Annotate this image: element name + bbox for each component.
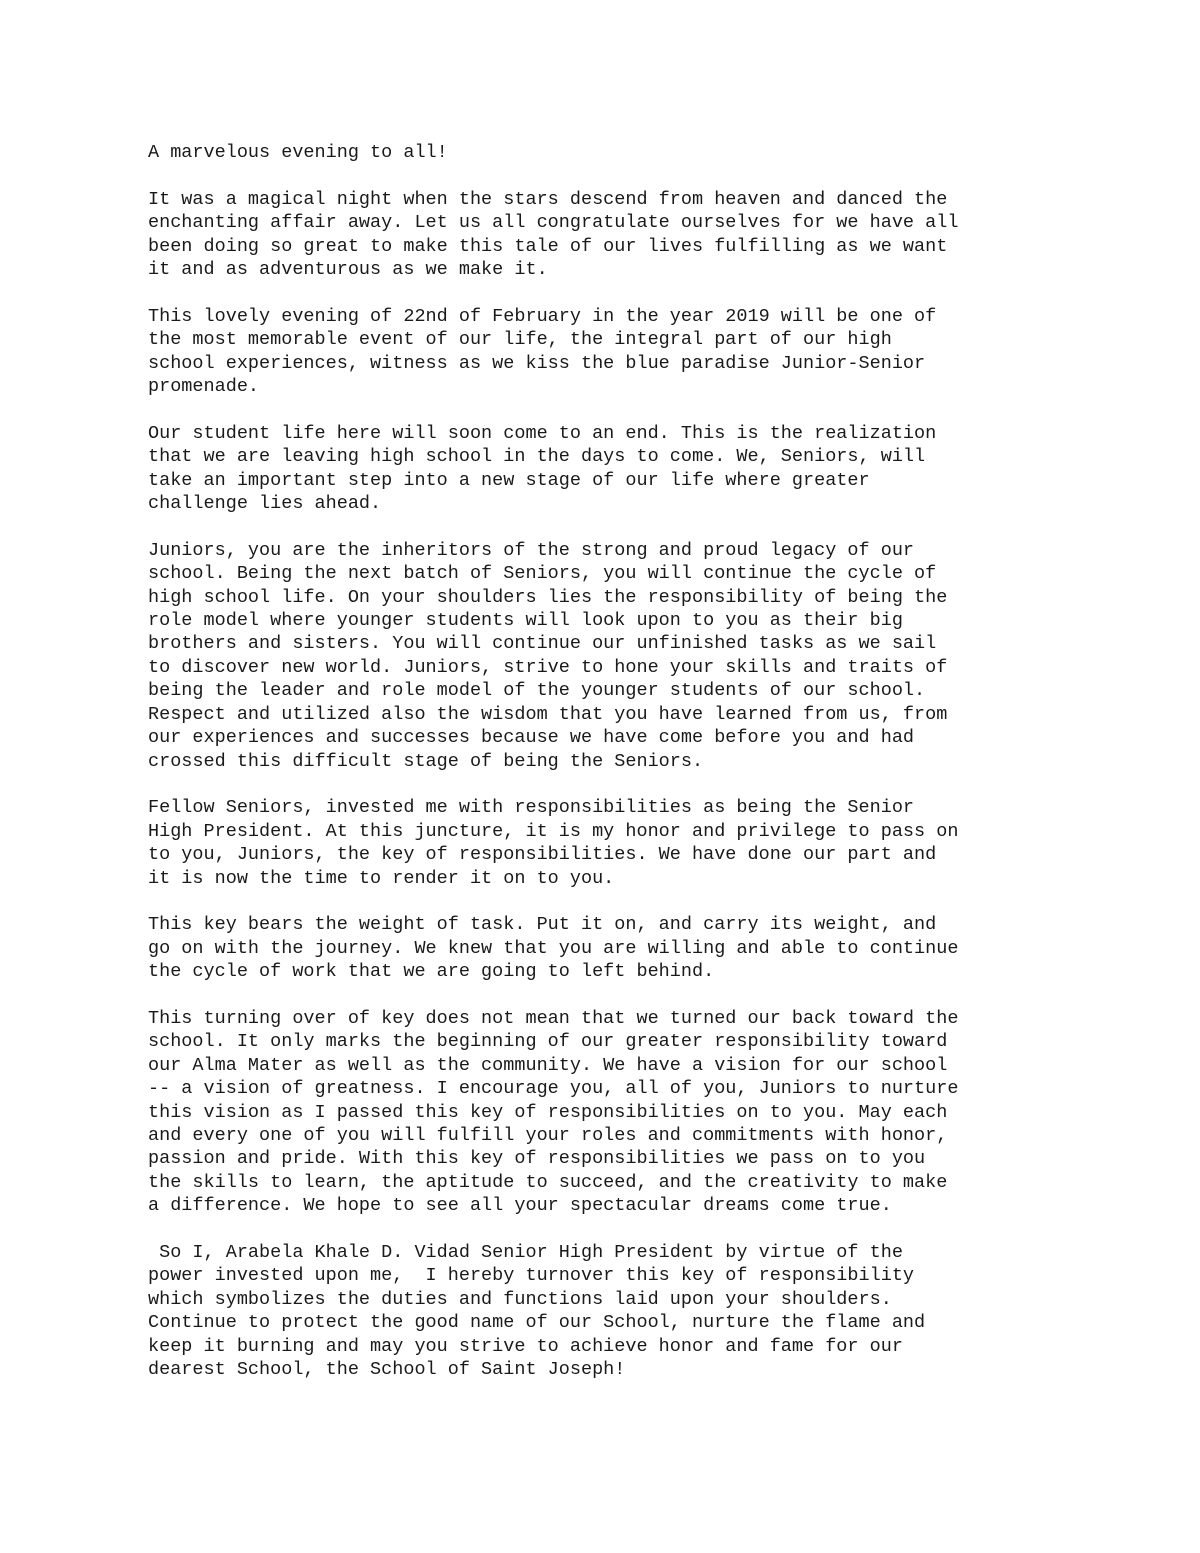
- paragraph-magical-night: It was a magical night when the stars descend from heaven and danced the enchanting affair away. Let us all congratulate ourselves for we have all been doing so great to make this tale of our lives fulfilling as we want it and as adventurous as we make it.: [148, 188, 959, 281]
- paragraph-lovely-evening: This lovely evening of 22nd of February in the year 2019 will be one of the most memorable event of our life, the integral part of our high school experiences, witness as we kiss the blue paradise Junior-Senior promenade.: [148, 305, 937, 398]
- paragraph-key-weight: This key bears the weight of task. Put it on, and carry its weight, and go on with the journey. We knew that you are willing and able to continue the cycle of work that we are going to left behind.: [148, 914, 959, 983]
- paragraph-closing: So I, Arabela Khale D. Vidad Senior High President by virtue of the power invested upon me, I hereby turnover this key of responsibility which symbolizes the duties and functions laid upon your shoulders. Continue to protect the good name of our School, nurture the flame and keep it burning and may you strive to achieve honor and fame for our dearest School, the School of Saint Joseph!: [148, 1241, 926, 1380]
- paragraph-student-life: Our student life here will soon come to an end. This is the realization that we are leaving high school in the days to come. We, Seniors, will take an important step into a new stage of our life where greater challenge lies ahead.: [148, 422, 937, 515]
- greeting-paragraph: A marvelous evening to all!: [148, 142, 448, 163]
- paragraph-fellow-seniors: Fellow Seniors, invested me with responsibilities as being the Senior High President. At this juncture, it is my honor and privilege to pass on to you, Juniors, the key of responsibilities. We have done our part and it is now the time to render it on to you.: [148, 797, 959, 889]
- speech-body: [148, 141, 1108, 1405]
- paragraph-juniors: Juniors, you are the inheritors of the strong and proud legacy of our school. Being the next batch of Seniors, you will continue the cycle of high school life. On your shoulders lies the responsibility of being the role model where younger students will look upon to you as their big brothers and sisters. You will continue our unfinished tasks as we sail to discover new world. Juniors, strive to hone your skills and traits of being the leader and role model of the younger students of our school. Respect and utilized also the wisdom that you have learned from us, from our experiences and successes because we have come before you and had crossed this difficult stage of being the Seniors.: [148, 539, 948, 772]
- paragraph-turning-over: This turning over of key does not mean that we turned our back toward the school. It only marks the beginning of our greater responsibility toward our Alma Mater as well as the community. We have a vision for our school -- a vision of greatness. I encourage you, all of you, Juniors to nurture this vision as I passed this key of responsibilities on to you. May each and every one of you will fulfill your roles and commitments with honor, passion and pride. With this key of responsibilities we pass on to you the skills to learn, the aptitude to succeed, and the creativity to make a difference. We hope to see all your spectacular dreams come true.: [148, 1007, 959, 1217]
